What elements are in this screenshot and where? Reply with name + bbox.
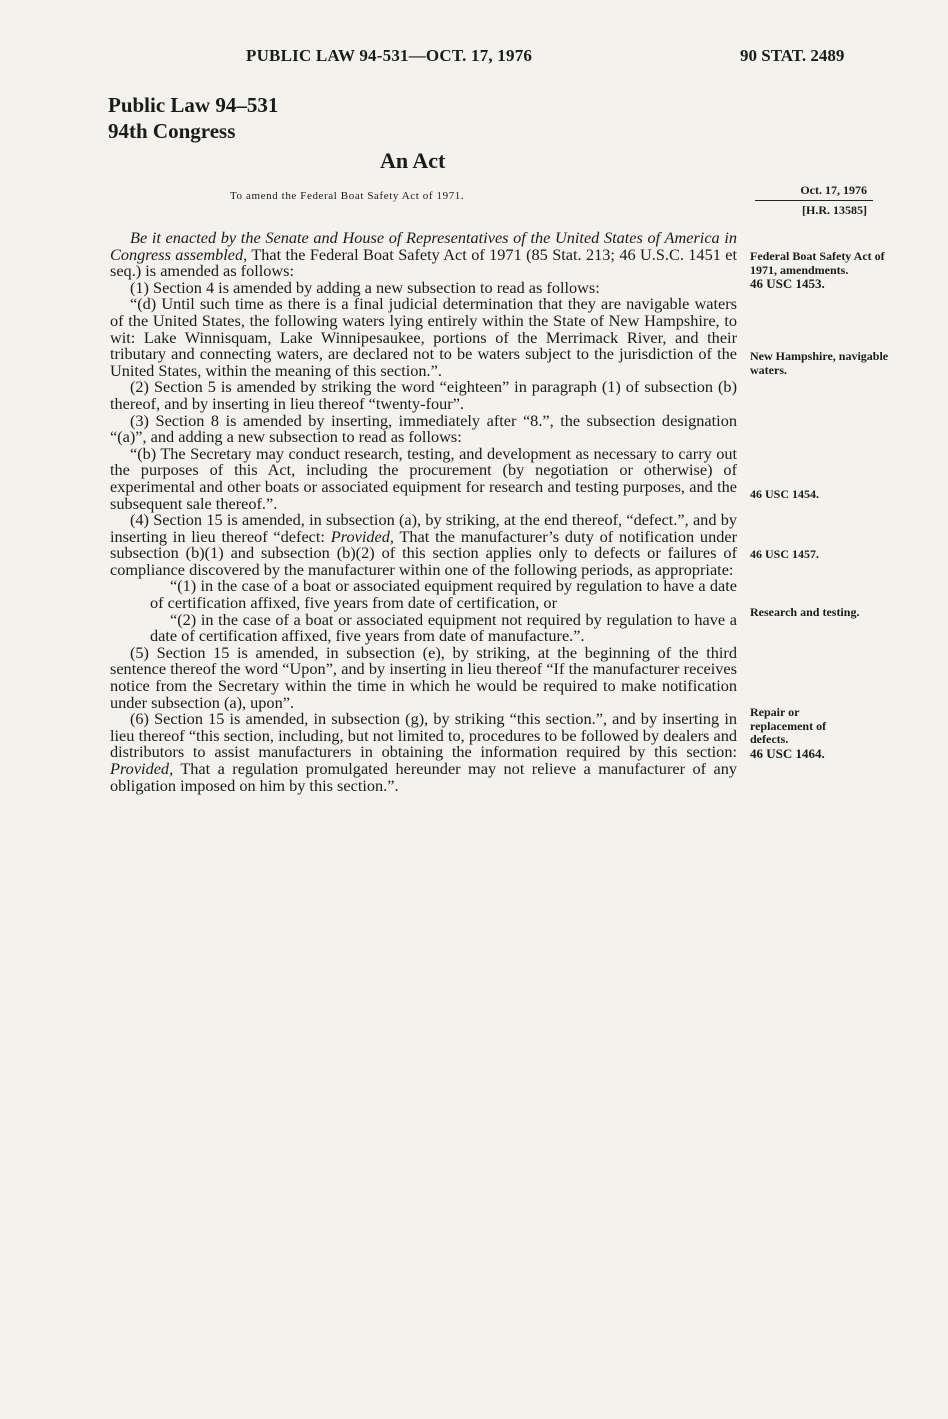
running-head: PUBLIC LAW 94-531—OCT. 17, 1976 — [246, 46, 533, 65]
enactment-date-box — [755, 183, 873, 218]
law-heading — [108, 92, 278, 144]
amendment-2: (2) Section 5 is amended by striking the word “eighteen” in paragraph (1) of subsection (b) thereof, and by inserting in lieu thereof “twenty-four”. — [110, 377, 737, 413]
bill-number: [H.R. 13585] — [802, 203, 867, 217]
enactment-date: Oct. 17, 1976 — [755, 183, 873, 201]
public-law-number: Public Law 94–531 — [108, 93, 279, 117]
margin-note-research: Research and testing. — [750, 605, 860, 619]
margin-note-new-hampshire: New Hampshire, navigable waters. — [750, 349, 889, 377]
statute-body — [110, 230, 737, 794]
amendment-6-text-a: (6) Section 15 is amended, in subsection (g), by striking “this section.”, and by inserting in lieu thereof “this section, including, but not limited to, procedures to be followed by dealers and distributors to assist manufacturers in obtaining the information required by this section: — [110, 709, 737, 762]
act-label: An Act — [380, 148, 446, 173]
enacting-clause — [110, 230, 737, 280]
amendment-3: (3) Section 8 is amended by inserting, immediately after “8.”, the subsection designation “(a)”, and adding a new subsection to read as follows: — [110, 410, 737, 447]
margin-note-1454: 46 USC 1454. — [750, 487, 820, 501]
stat-citation: 90 STAT. 2489 — [740, 46, 845, 65]
amendment-4-text-a: (4) Section 15 is amended, in subsection (a), by striking, at the end thereof, “defect.”, and by inserting in lieu thereof “defect: — [110, 510, 737, 546]
enacting-clause-italic: Be it enacted by the Senate and House of Representatives of the United States of America in Congress assembled, — [110, 228, 737, 264]
amendment-6-text-b: That a regulation promulgated hereunder may not relieve a manufacturer of any obligation imposed on him by this section.”. — [110, 759, 737, 795]
amendment-4-text-b: That the manufacturer’s duty of notification under subsection (b)(1) and subsection (b)(2) of this section applies only to defects or failures of compliance discovered by the manufacturer within one of the following periods, as appropriate: — [110, 526, 737, 579]
enacting-clause-rest: That the Federal Boat Safety Act of 1971 (85 Stat. 213; 46 U.S.C. 1451 et seq.) is amended as follows: — [110, 244, 737, 281]
margin-note-amendments-title: Federal Boat Safety Act of 1971, amendments. — [750, 249, 885, 277]
margin-note-1457: 46 USC 1457. — [750, 547, 820, 561]
amendment-4-item-2: “(2) in the case of a boat or associated equipment not required by regulation to have a date of certification affixed, five years from date of manufacture.”. — [150, 609, 737, 646]
amendment-5: (5) Section 15 is amended, in subsection (e), by striking, at the beginning of the third sentence thereof the word “Upon”, and by inserting in lieu thereof “If the manufacturer receives notice from the Secretary within the time in which he would be required to make notification under subsection (a), upon”. — [110, 642, 737, 712]
amendment-1-quote: “(d) Until such time as there is a final judicial determination that they are navigable waters of the United States, the following waters lying entirely within the State of New Hampshire, to wit: Lake Winnisquam, Lake Winnipesaukee, portions of the Merrimack River, and their tributary and connecting waters, are declared not to be waters subject to the jurisdiction of the United States, within the meaning of this section.”. — [110, 294, 737, 380]
amendment-3-quote: “(b) The Secretary may conduct research, testing, and development as necessary to carry out the purposes of this Act, including the procurement (by negotiation or otherwise) of experimental and other boats or associated equipment for research and testing purposes, and the subsequent sale thereof.”. — [110, 443, 737, 513]
amendment-4 — [110, 512, 737, 578]
congress-number: 94th Congress — [108, 119, 236, 143]
act-purpose: To amend the Federal Boat Safety Act of 1971. — [230, 190, 465, 202]
amendment-6 — [110, 711, 737, 794]
amendment-4-provided: Provided, — [330, 526, 394, 546]
amendment-1: (1) Section 4 is amended by adding a new subsection to read as follows: — [130, 277, 600, 297]
amendment-6-provided: Provided, — [110, 759, 174, 778]
margin-note-1453: 46 USC 1453. — [750, 276, 825, 291]
margin-note-repair — [750, 706, 862, 760]
margin-note-amendments — [750, 250, 890, 291]
margin-note-repair-title: Repair or replacement of defects. — [750, 705, 827, 746]
amendment-4-item-1: “(1) in the case of a boat or associated equipment required by regulation to have a date of certification affixed, five years from date of certification, or — [150, 576, 737, 613]
margin-note-1464: 46 USC 1464. — [750, 745, 825, 761]
